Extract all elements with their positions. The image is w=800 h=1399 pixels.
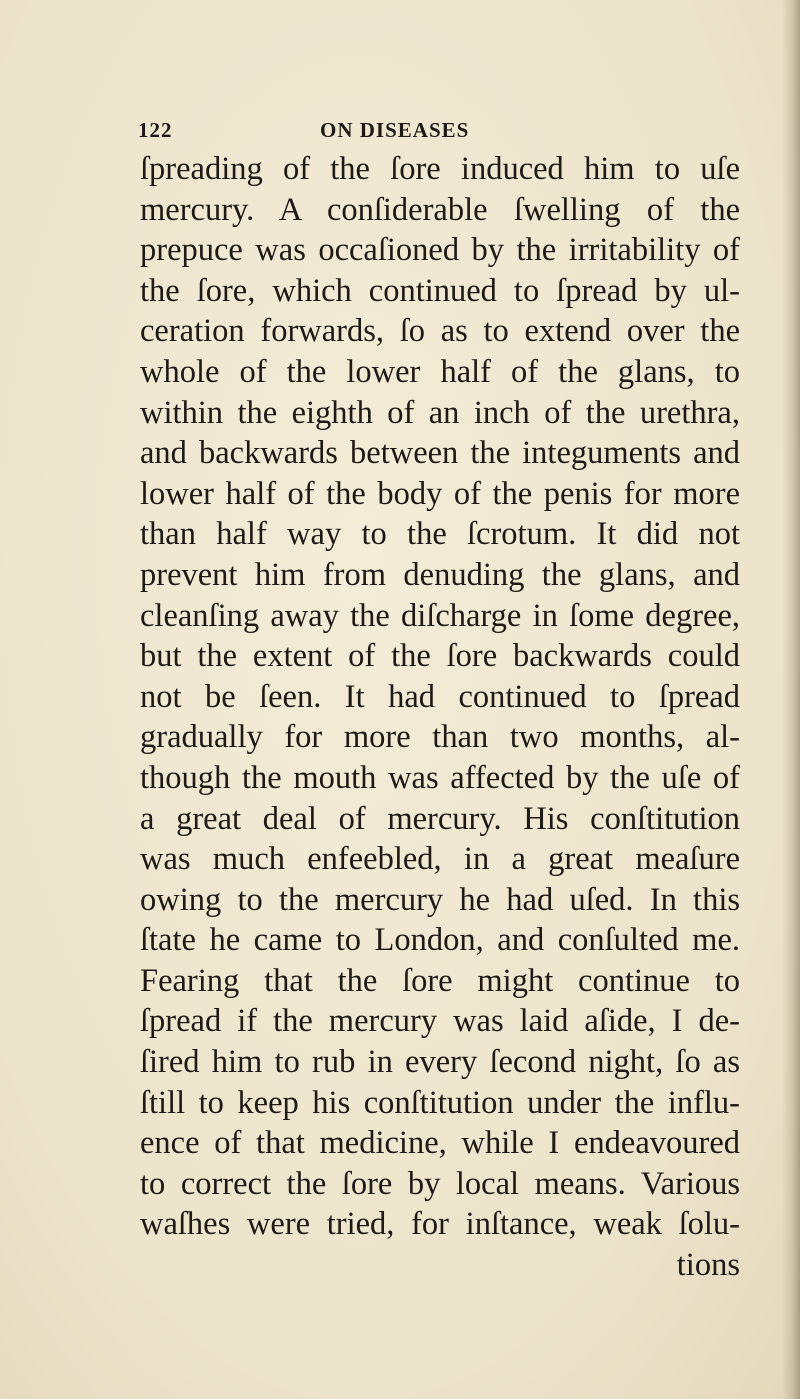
text-line: cleanſing away the diſcharge in ſome degree,: [140, 597, 740, 634]
body-text: [140, 149, 740, 1286]
text-line: ſired him to rub in every ſecond night, ſo as: [140, 1044, 740, 1081]
text-line: lower half of the body of the penis for more: [140, 475, 740, 512]
text-line: mercury. A conſiderable ſwelling of the: [140, 191, 740, 228]
text-line: ſpreading of the ſore induced him to uſe: [140, 151, 740, 187]
page-header: [138, 118, 738, 148]
text-line: ſpread if the mercury was laid aſide, I de-: [140, 1003, 740, 1040]
text-line: whole of the lower half of the glans, to: [140, 353, 740, 390]
text-line: not be ſeen. It had continued to ſpread: [140, 678, 740, 715]
text-line: though the mouth was affected by the uſe of: [140, 759, 740, 796]
text-line: and backwards between the integuments and: [140, 435, 740, 472]
text-line: ceration forwards, ſo as to extend over the: [140, 313, 740, 350]
text-line: prepuce was occaſioned by the irritability of: [140, 232, 740, 269]
text-line: waſhes were tried, for inſtance, weak ſolu-: [140, 1206, 740, 1243]
text-line: than half way to the ſcrotum. It did not: [140, 516, 740, 553]
text-line: Fearing that the ſore might continue to: [140, 962, 740, 999]
text-line: a great deal of mercury. His conſtitution: [140, 800, 740, 837]
text-line: prevent him from denuding the glans, and: [140, 556, 740, 593]
page-number: 122: [138, 118, 173, 142]
text-line: was much enfeebled, in a great meaſure: [140, 841, 740, 878]
text-line: to correct the ſore by local means. Various: [140, 1165, 740, 1202]
text-line: ſtill to keep his conſtitution under the influ-: [140, 1084, 740, 1121]
text-line: ſtate he came to London, and conſulted me.: [140, 922, 740, 959]
text-line: but the extent of the ſore backwards could: [140, 638, 740, 675]
text-line: the ſore, which continued to ſpread by ul-: [140, 272, 740, 309]
text-line: gradually for more than two months, al-: [140, 719, 740, 756]
text-line: ence of that medicine, while I endeavoured: [140, 1125, 740, 1162]
page-gutter-shadow: [782, 0, 800, 1399]
text-line: owing to the mercury he had uſed. In this: [140, 881, 740, 918]
catchword: tions: [676, 1247, 740, 1284]
text-line: within the eighth of an inch of the urethra,: [140, 394, 740, 431]
running-head: ON DISEASES: [320, 118, 470, 142]
